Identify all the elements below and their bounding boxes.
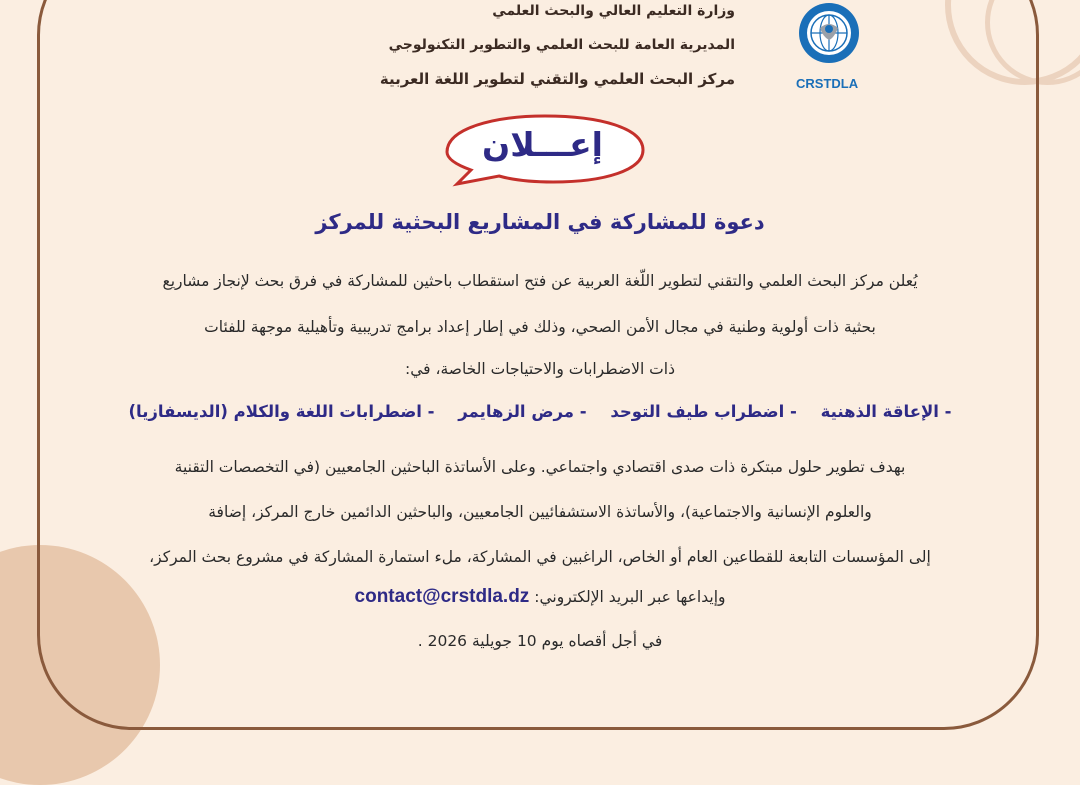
- body-line-1: بهدف تطوير حلول مبتكرة ذات صدى اقتصادي واجتماعي. وعلى الأساتذة الباحثين الجامعيين (في التخصصات التقنية: [174, 458, 906, 476]
- announcement-label: إعـــلان: [482, 125, 603, 164]
- crstdla-logo-icon: [790, 2, 868, 64]
- ministry-name: وزارة التعليم العالي والبحث العلمي: [492, 3, 735, 19]
- directorate-name: المديرية العامة للبحث العلمي والتطوير التكنولوجي: [388, 37, 735, 53]
- deadline-line: في أجل أقصاه يوم 10 جويلية 2026 .: [417, 632, 663, 650]
- institution-header: [380, 0, 735, 88]
- center-name: مركز البحث العلمي والتقني لتطوير اللغة العربية: [379, 70, 735, 88]
- topic-item: - الإعاقة الذهنية: [820, 402, 952, 421]
- topics-list: [90, 402, 990, 421]
- intro-line-1: يُعلن مركز البحث العلمي والتقني لتطوير اللّغة العربية عن فتح استقطاب باحثين للمشاركة في فرق بحث لإنجاز مشاريع: [162, 272, 918, 290]
- page-title: دعوة للمشاركة في المشاريع البحثية للمركز: [315, 210, 765, 234]
- intro-line-3: ذات الاضطرابات والاحتياجات الخاصة، في:: [405, 360, 675, 378]
- topic-item: - مرض الزهايمر: [458, 402, 587, 421]
- body-line-2: والعلوم الإنسانية والاجتماعية)، والأساتذة الاستشفائيين الجامعيين، والباحثين الدائمين خارج المركز، إضافة: [208, 503, 872, 521]
- topic-item: - اضطرابات اللغة والكلام (الديسفازيا): [128, 402, 435, 421]
- topic-item: - اضطراب طيف التوحد: [610, 402, 797, 421]
- body-line-3: إلى المؤسسات التابعة للقطاعين العام أو الخاص، الراغبين في المشاركة، ملء استمارة المشاركة في مشروع بحث المركز،: [149, 548, 931, 566]
- email-prefix: وإيداعها عبر البريد الإلكتروني:: [534, 588, 726, 606]
- logo-label: CRSTDLA: [796, 76, 859, 91]
- intro-line-2: بحثية ذات أولوية وطنية في مجال الأمن الصحي، وذلك في إطار إعداد برامج تدريبية وتأهيلية موجهة للفئات: [204, 318, 876, 336]
- email-line: [90, 586, 990, 608]
- contact-email-link[interactable]: contact@crstdla.dz: [354, 586, 530, 607]
